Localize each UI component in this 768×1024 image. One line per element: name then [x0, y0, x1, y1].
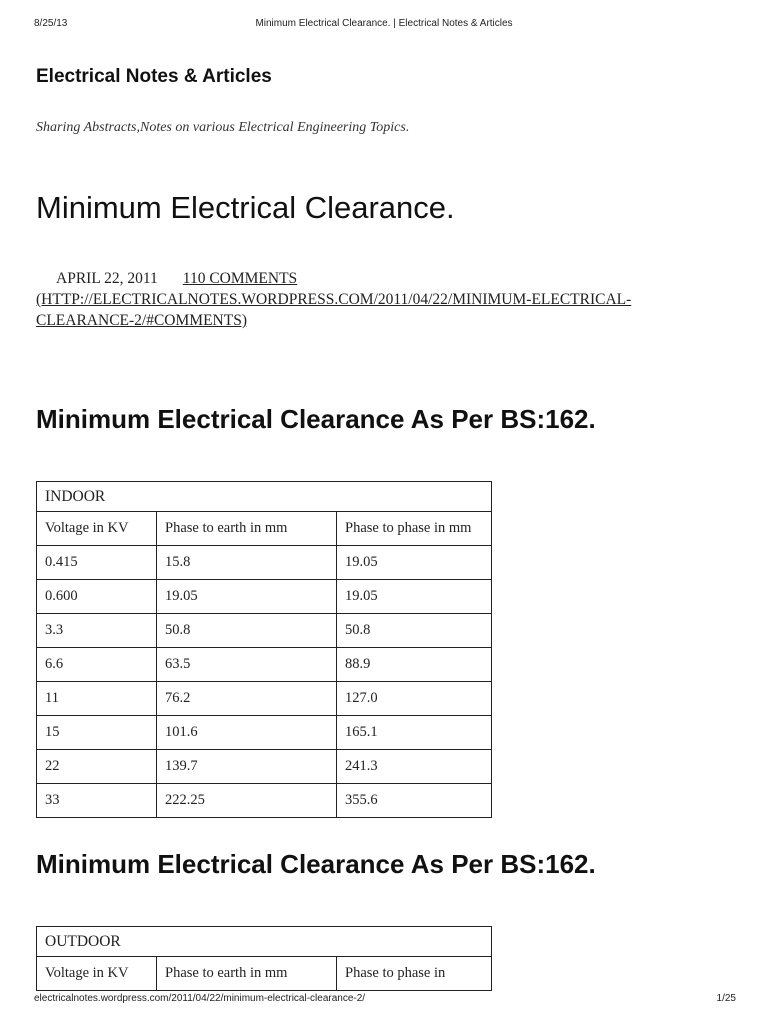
column-header: Phase to earth in mm — [157, 957, 337, 991]
table-cell: 0.415 — [37, 546, 157, 580]
table-cell: 11 — [37, 682, 157, 716]
table-row — [37, 648, 492, 682]
table-title: INDOOR — [37, 482, 492, 512]
comments-url-line-1[interactable]: (HTTP://ELECTRICALNOTES.WORDPRESS.COM/2011/04/22/MINIMUM-ELECTRICAL- — [36, 291, 632, 308]
table-cell: 50.8 — [157, 614, 337, 648]
column-header: Voltage in KV — [37, 512, 157, 546]
table-cell: 355.6 — [337, 784, 492, 818]
table-cell: 19.05 — [337, 546, 492, 580]
table-cell: 101.6 — [157, 716, 337, 750]
table-cell: 222.25 — [157, 784, 337, 818]
page-content — [36, 64, 736, 981]
table-cell: 19.05 — [337, 580, 492, 614]
table-cell: 241.3 — [337, 750, 492, 784]
table-cell: 50.8 — [337, 614, 492, 648]
print-url: electricalnotes.wordpress.com/2011/04/22/minimum-electrical-clearance-2/ — [34, 993, 366, 1004]
site-title[interactable]: Electrical Notes & Articles — [36, 66, 272, 87]
site-tagline: Sharing Abstracts,Notes on various Electrical Engineering Topics. — [36, 120, 410, 135]
table-cell: 165.1 — [337, 716, 492, 750]
print-footer — [0, 993, 768, 1009]
post-date: APRIL 22, 2011 — [56, 270, 158, 287]
page-number: 1/25 — [716, 993, 736, 1004]
outdoor-table-clip — [36, 926, 506, 991]
column-header: Phase to phase in mm — [337, 512, 492, 546]
table-cell: 127.0 — [337, 682, 492, 716]
section-heading-indoor: Minimum Electrical Clearance As Per BS:162. — [36, 404, 596, 434]
table-row — [37, 750, 492, 784]
section-heading-outdoor: Minimum Electrical Clearance As Per BS:162. — [36, 849, 596, 879]
table-cell: 139.7 — [157, 750, 337, 784]
table-row — [37, 546, 492, 580]
table-cell: 22 — [37, 750, 157, 784]
table-row — [37, 580, 492, 614]
post-meta — [36, 268, 736, 331]
table-cell: 15 — [37, 716, 157, 750]
table-cell: 6.6 — [37, 648, 157, 682]
table-cell: 3.3 — [37, 614, 157, 648]
table-cell: 19.05 — [157, 580, 337, 614]
print-header — [0, 18, 768, 34]
post-title: Minimum Electrical Clearance. — [36, 190, 455, 225]
table-cell: 76.2 — [157, 682, 337, 716]
table-row — [37, 716, 492, 750]
column-header: Phase to earth in mm — [157, 512, 337, 546]
table-cell: 88.9 — [337, 648, 492, 682]
table-header-row — [37, 957, 492, 991]
column-header: Phase to phase in — [337, 957, 492, 991]
table-row — [37, 784, 492, 818]
column-header: Voltage in KV — [37, 957, 157, 991]
outdoor-clearance-table — [36, 926, 492, 991]
table-header-row — [37, 512, 492, 546]
table-cell: 63.5 — [157, 648, 337, 682]
print-date: 8/25/13 — [34, 18, 68, 29]
table-cell: 15.8 — [157, 546, 337, 580]
table-row — [37, 614, 492, 648]
comments-url-line-2[interactable]: CLEARANCE-2/#COMMENTS) — [36, 312, 247, 329]
indoor-clearance-table — [36, 481, 492, 818]
table-cell: 0.600 — [37, 580, 157, 614]
comments-link[interactable]: 110 COMMENTS — [182, 270, 298, 287]
table-title: OUTDOOR — [37, 927, 492, 957]
table-row — [37, 682, 492, 716]
table-cell: 33 — [37, 784, 157, 818]
print-page-title: Minimum Electrical Clearance. | Electrical Notes & Articles — [255, 18, 513, 29]
